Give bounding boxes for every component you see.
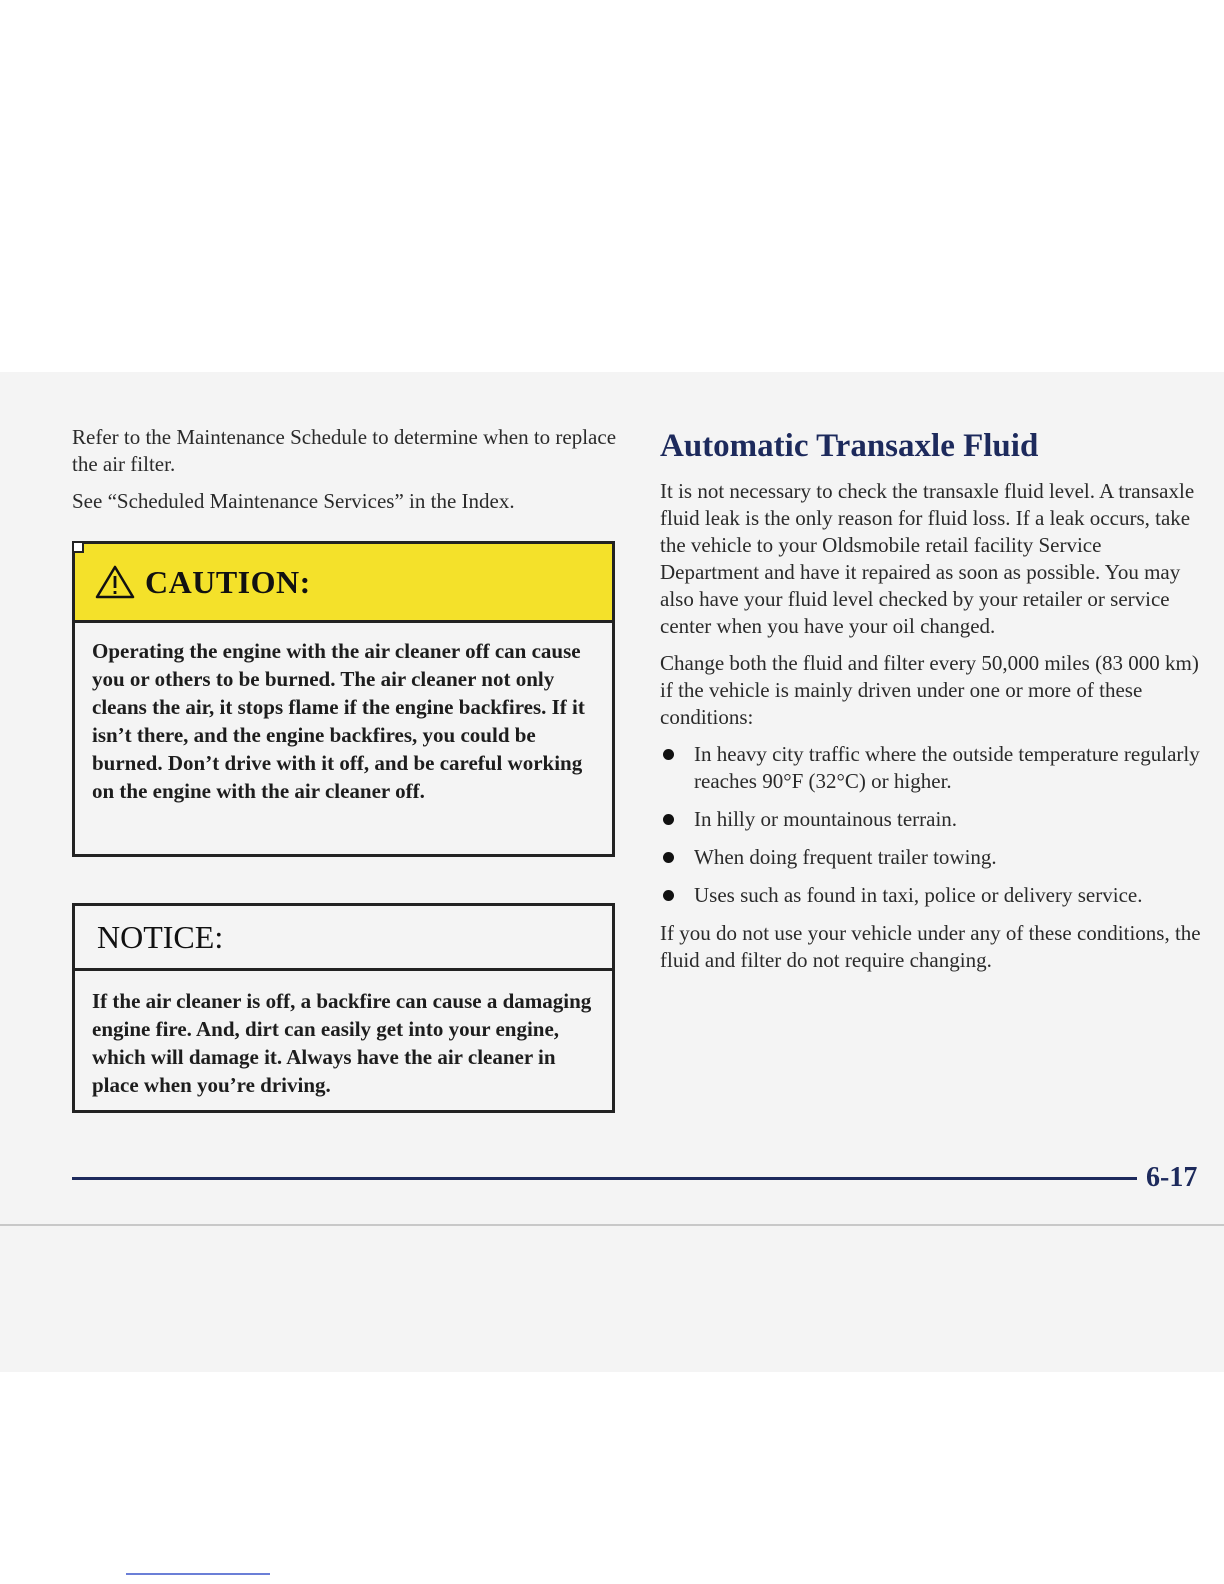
list-item: Uses such as found in taxi, police or delivery service. bbox=[660, 882, 1205, 909]
conditions-list bbox=[660, 741, 1205, 909]
notice-header bbox=[75, 906, 612, 971]
section-heading: Automatic Transaxle Fluid bbox=[660, 428, 1039, 464]
corner-marker bbox=[72, 541, 84, 553]
bullet-icon bbox=[663, 749, 674, 760]
list-item: In hilly or mountainous terrain. bbox=[660, 806, 1205, 833]
air-filter-paragraph: Refer to the Maintenance Schedule to determine when to replace the air filter. bbox=[72, 425, 617, 476]
right-column bbox=[660, 424, 1205, 984]
warning-triangle-icon bbox=[95, 564, 135, 600]
bullet-icon bbox=[663, 852, 674, 863]
caution-header bbox=[75, 544, 612, 623]
caution-box bbox=[72, 541, 615, 857]
footer-rule bbox=[72, 1177, 1137, 1180]
index-reference-paragraph: See “Scheduled Maintenance Services” in the Index. bbox=[72, 489, 515, 513]
notice-box bbox=[72, 903, 615, 1113]
scan-stub-line bbox=[126, 1573, 270, 1575]
bullet-icon bbox=[663, 890, 674, 901]
page-number: 6-17 bbox=[1146, 1162, 1198, 1193]
fluid-change-paragraph: Change both the fluid and filter every 50,000 miles (83 000 km) if the vehicle is mainly driven under one or more of these conditions: bbox=[660, 651, 1199, 729]
bullet-icon bbox=[663, 814, 674, 825]
notice-title: NOTICE: bbox=[97, 918, 224, 955]
list-item: In heavy city traffic where the outside temperature regularly reaches 90°F (32°C) or higher. bbox=[660, 741, 1205, 795]
fluid-check-paragraph: It is not necessary to check the transaxle fluid level. A transaxle fluid leak is the only reason for fluid loss. If a leak occurs, take the vehicle to your Oldsmobile retail facility Service Department and have it repaired as soon as possible. You may also have your fluid level checked by your retailer or service center when you have your oil changed. bbox=[660, 479, 1195, 638]
bottom-divider bbox=[0, 1224, 1224, 1226]
caution-text: Operating the engine with the air cleaner off can cause you or others to be burned. The air cleaner not only cleans the air, it stops flame if the engine backfires. If it isn’t there, and the engine backfires, you could be burned. Don’t drive with it off, and be careful working on the engine with the air cleaner off. bbox=[92, 639, 585, 803]
caution-title: CAUTION: bbox=[145, 563, 311, 600]
left-column bbox=[72, 424, 617, 525]
list-item: When doing frequent trailer towing. bbox=[660, 844, 1205, 871]
no-change-paragraph: If you do not use your vehicle under any of these conditions, the fluid and filter do not require changing. bbox=[660, 921, 1201, 972]
notice-text: If the air cleaner is off, a backfire can cause a damaging engine fire. And, dirt can easily get into your engine, which will damage it. Always have the air cleaner in place when you’re driving. bbox=[92, 989, 592, 1097]
